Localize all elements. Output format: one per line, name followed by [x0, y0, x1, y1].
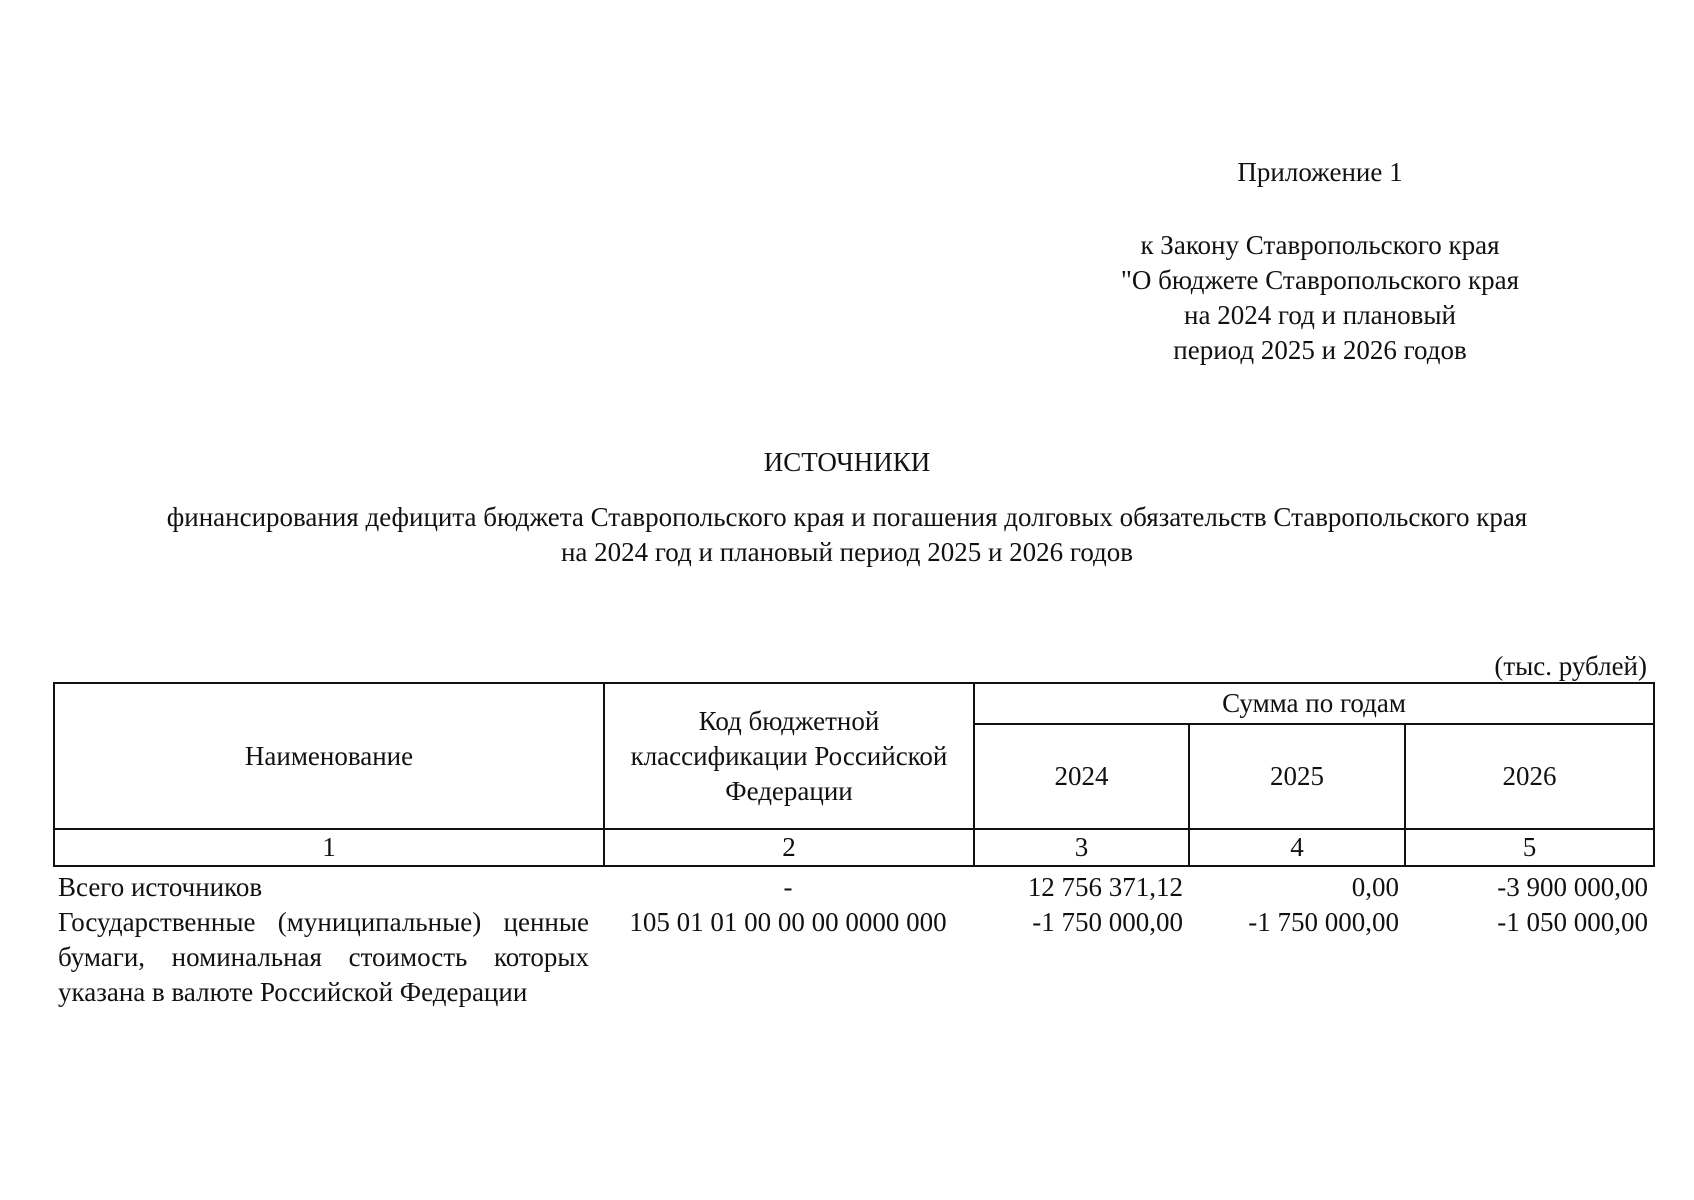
table-header: [53, 682, 1655, 867]
row-value-2025: 0,00: [1351, 872, 1399, 902]
annex-line: на 2024 год и плановый: [1184, 300, 1456, 330]
column-number: 2: [604, 829, 974, 866]
row-value-2025: -1 750 000,00: [1248, 907, 1399, 937]
document-subtitle: [90, 500, 1604, 570]
row-code: 105 01 01 00 00 00 0000 000: [629, 907, 947, 937]
subtitle-line: финансирования дефицита бюджета Ставропольского края и погашения долговых обязательств Ставропольского края: [166, 502, 1528, 532]
row-value-2026: -1 050 000,00: [1497, 907, 1648, 937]
table-row: [53, 905, 1653, 1010]
units-label: (тыс. рублей): [1494, 651, 1647, 681]
row-name: Всего источников: [58, 872, 263, 902]
column-number: 1: [54, 829, 604, 866]
row-value-2026: -3 900 000,00: [1497, 872, 1648, 902]
table-row: [53, 870, 1653, 905]
header-year: 2025: [1189, 724, 1405, 829]
column-number: 5: [1405, 829, 1654, 866]
annex-line: "О бюджете Ставропольского края: [1120, 265, 1520, 295]
subtitle-line: на 2024 год и плановый период 2025 и 2026 годов: [560, 537, 1134, 567]
column-number: 3: [974, 829, 1189, 866]
header-year: 2026: [1405, 724, 1654, 829]
row-name: Государственные (муниципальные) ценные бумаги, номинальная стоимость которых указана в валюте Российской Федерации: [58, 907, 589, 1007]
document-title: ИСТОЧНИКИ: [763, 447, 931, 477]
row-value-2024: 12 756 371,12: [1027, 872, 1183, 902]
annex-line: период 2025 и 2026 годов: [1173, 335, 1467, 365]
annex-title: Приложение 1: [1237, 157, 1403, 187]
header-code: Код бюджетной классификации Российской Федерации: [604, 683, 974, 829]
header-name: Наименование: [54, 683, 604, 829]
column-number: 4: [1189, 829, 1405, 866]
header-sum-by-years: Сумма по годам: [974, 683, 1654, 724]
row-code: -: [783, 872, 793, 902]
table-body: [53, 870, 1653, 1010]
annex-reference: [1060, 228, 1580, 368]
header-year: 2024: [974, 724, 1189, 829]
annex-line: к Закону Ставропольского края: [1140, 230, 1500, 260]
row-value-2024: -1 750 000,00: [1032, 907, 1183, 937]
